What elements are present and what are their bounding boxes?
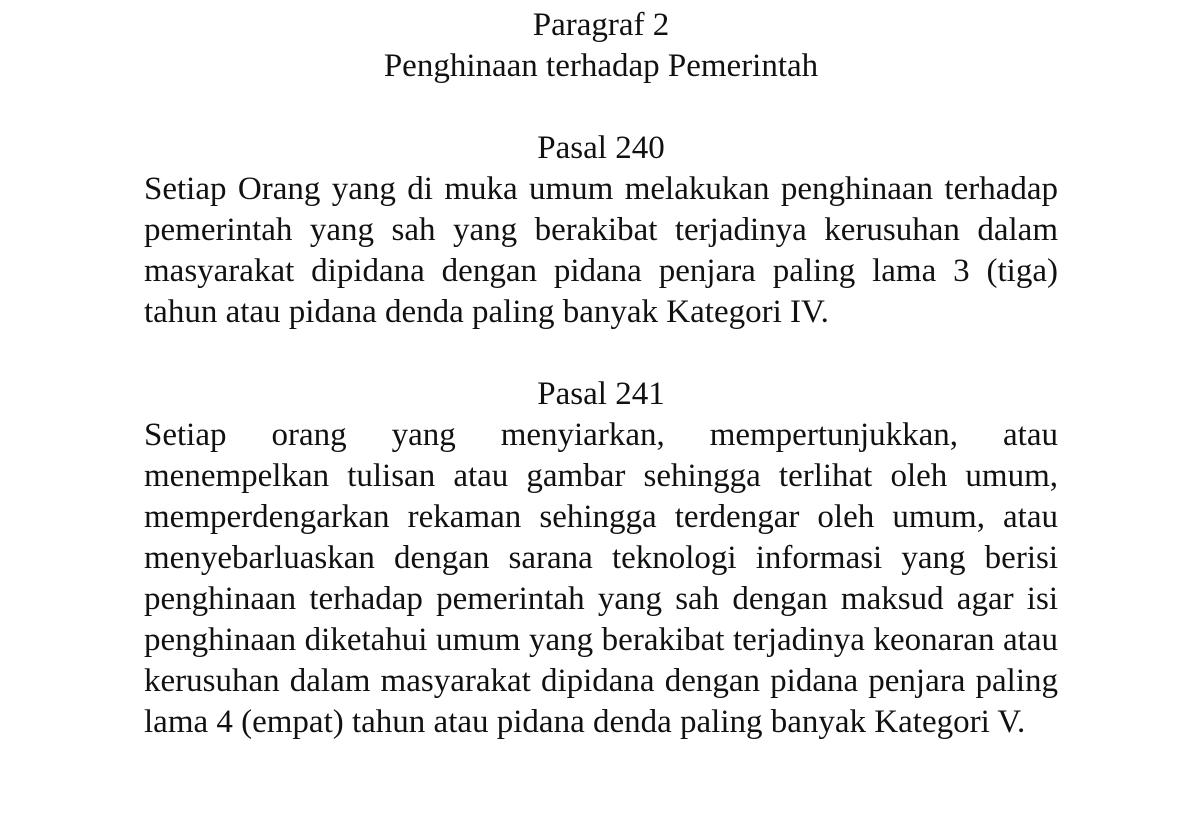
article-240 xyxy=(144,128,1058,333)
article-body: Setiap orang yang menyiarkan, mempertunjukkan, atau menempelkan tulisan atau gambar sehingga terlihat oleh umum, memperdengarkan rekaman sehingga terdengar oleh umum, atau menyebarluaskan dengan sarana teknologi informasi yang berisi penghinaan terhadap pemerintah yang sah dengan maksud agar isi penghinaan diketahui umum yang berakibat terjadinya keonaran atau kerusuhan dalam masyarakat dipidana dengan pidana penjara paling lama 4 (empat) tahun atau pidana denda paling banyak Kategori V. xyxy=(144,417,1058,740)
article-241 xyxy=(144,374,1058,743)
section-heading xyxy=(144,0,1058,87)
document-page xyxy=(144,0,1058,743)
section-number: Paragraf 2 xyxy=(532,7,670,43)
article-title: Pasal 240 xyxy=(537,130,665,166)
section-title: Penghinaan terhadap Pemerintah xyxy=(383,48,819,84)
article-title: Pasal 241 xyxy=(537,376,665,412)
article-body: Setiap Orang yang di muka umum melakukan penghinaan terhadap pemerintah yang sah yang berakibat terjadinya kerusuhan dalam masyarakat dipidana dengan pidana penjara paling lama 3 (tiga) tahun atau pidana denda paling banyak Kategori IV. xyxy=(144,171,1058,330)
